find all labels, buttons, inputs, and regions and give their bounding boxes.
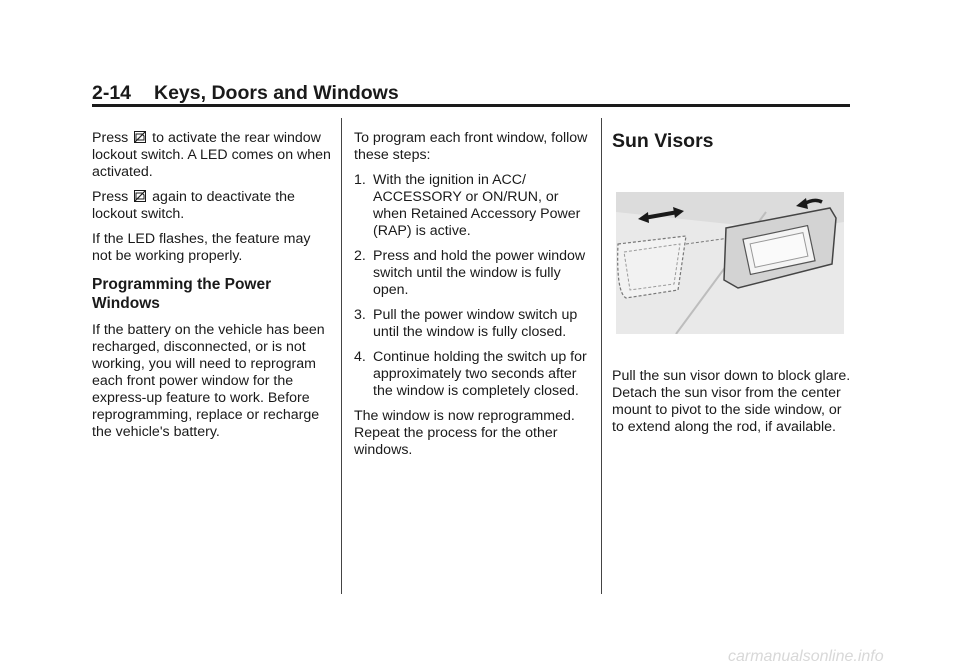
paragraph-activate: Press to activate the rear window lockout switch. A LED comes on when activated. bbox=[92, 130, 331, 180]
subheading-programming: Programming the Power Windows bbox=[92, 276, 272, 312]
page-header bbox=[92, 82, 399, 105]
window-lockout-icon bbox=[134, 131, 146, 143]
column-3 bbox=[612, 130, 852, 152]
steps-intro: To program each front window, follow these steps: bbox=[354, 130, 588, 163]
window-lockout-icon bbox=[134, 190, 146, 202]
section-title-sun-visors: Sun Visors bbox=[612, 130, 714, 152]
column-divider-2 bbox=[601, 118, 602, 594]
paragraph-battery: If the battery on the vehicle has been recharged, disconnected, or is not working, you will need to reprogram each front power window for the express-up feature to work. Before reprogramming, replace or recharge the vehicle's battery. bbox=[92, 322, 325, 440]
column-divider-1 bbox=[341, 118, 342, 594]
list-item: 3. Pull the power window switch up until the window is fully closed. bbox=[354, 307, 578, 340]
list-item: 2. Press and hold the power window switch until the window is fully open. bbox=[354, 248, 586, 298]
header-rule bbox=[92, 104, 850, 107]
column-2 bbox=[354, 130, 592, 467]
watermark: carmanualsonline.info bbox=[728, 648, 884, 665]
column-1 bbox=[92, 130, 332, 449]
page-number: 2-14 bbox=[92, 82, 132, 104]
sun-visor-text: Pull the sun visor down to block glare. Detach the sun visor from the center mount to pivot to the side window, or to extend along the rod, if available. bbox=[612, 368, 851, 435]
steps-outro: The window is now reprogrammed. Repeat the process for the other windows. bbox=[354, 408, 575, 458]
chapter-title: Keys, Doors and Windows bbox=[154, 82, 399, 104]
list-item: 1. With the ignition in ACC/ ACCESSORY or ON/RUN, or when Retained Accessory Power (RAP) is active. bbox=[354, 172, 581, 239]
paragraph-deactivate: Press again to deactivate the lockout switch. bbox=[92, 189, 295, 222]
list-item: 4. Continue holding the switch up for approximately two seconds after the window is completely closed. bbox=[354, 349, 587, 399]
paragraph-led-flash: If the LED flashes, the feature may not be working properly. bbox=[92, 231, 311, 264]
steps-list bbox=[354, 172, 592, 400]
sun-visor-illustration bbox=[616, 192, 844, 334]
